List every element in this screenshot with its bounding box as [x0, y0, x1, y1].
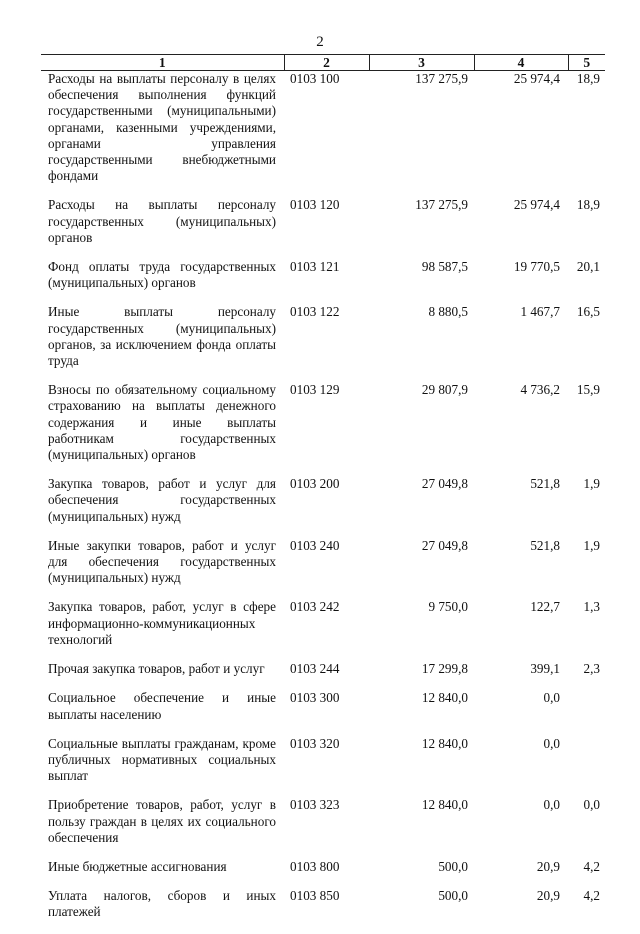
planned-amount: 137 275,9 — [415, 197, 468, 213]
expense-name: Расходы на выплаты персоналу в целях обеспечения выполнения функций государственными (муниципальными) органами, казенными учреждениями, органами управления государственными внебюджетными фондами — [48, 71, 276, 184]
actual-amount: 20,9 — [536, 888, 560, 904]
budget-code: 0103 300 — [290, 690, 340, 706]
budget-code: 0103 323 — [290, 797, 340, 813]
actual-amount: 0,0 — [543, 690, 560, 706]
expense-name: Закупка товаров, работ и услуг для обеспечения государственных (муниципальных) нужд — [48, 476, 276, 524]
actual-amount: 4 736,2 — [520, 382, 560, 398]
planned-amount: 27 049,8 — [421, 537, 468, 553]
header-col-5: 5 — [568, 55, 605, 71]
planned-amount: 9 750,0 — [428, 599, 468, 615]
actual-amount: 25 974,4 — [513, 197, 560, 213]
expense-name: Приобретение товаров, работ, услуг в пользу граждан в целях их социального обеспечения — [48, 797, 276, 845]
execution-percent — [568, 690, 605, 735]
budget-code: 0103 850 — [290, 888, 340, 904]
expense-name: Закупка товаров, работ, услуг в сфере информационно-коммуникационных технологий — [48, 599, 276, 647]
header-col-3: 3 — [369, 55, 474, 71]
actual-amount: 521,8 — [530, 537, 560, 553]
actual-amount: 25 974,4 — [513, 71, 560, 86]
expense-name: Расходы на выплаты персоналу государственных (муниципальных) органов — [48, 197, 276, 245]
planned-amount: 12 840,0 — [421, 735, 468, 751]
table-row — [41, 538, 605, 600]
expense-name: Прочая закупка товаров, работ и услуг — [48, 661, 265, 677]
actual-amount: 19 770,5 — [513, 259, 560, 275]
table-row — [41, 690, 605, 735]
execution-percent: 2,3 — [583, 661, 600, 677]
planned-amount: 500,0 — [438, 858, 468, 874]
actual-amount: 0,0 — [543, 797, 560, 813]
expense-name: Социальные выплаты гражданам, кроме публичных нормативных социальных выплат — [48, 735, 276, 784]
expense-name: Иные выплаты персоналу государственных (муниципальных) органов, за исключением фонда оплаты труда — [48, 304, 276, 369]
budget-code: 0103 320 — [290, 735, 340, 751]
table-row — [41, 859, 605, 888]
execution-percent: 18,9 — [576, 197, 600, 213]
page-number: 2 — [316, 34, 324, 50]
budget-table — [41, 54, 605, 934]
expense-name: Взносы по обязательному социальному страхованию на выплаты денежного содержания и иные выплаты работникам государственных (муниципальных) органов — [48, 382, 276, 463]
actual-amount: 399,1 — [530, 661, 560, 677]
expense-name: Социальное обеспечение и иные выплаты населению — [48, 690, 276, 722]
budget-code: 0103 800 — [290, 858, 340, 874]
table-row — [41, 476, 605, 538]
execution-percent — [568, 736, 605, 798]
expense-name: Иные закупки товаров, работ и услуг для обеспечения государственных (муниципальных) нужд — [48, 537, 276, 586]
budget-code: 0103 100 — [290, 71, 340, 86]
execution-percent: 4,2 — [583, 858, 600, 874]
planned-amount: 27 049,8 — [421, 476, 468, 492]
execution-percent: 16,5 — [576, 304, 600, 320]
table-row — [41, 888, 605, 933]
execution-percent: 20,1 — [576, 259, 600, 275]
table-row — [41, 599, 605, 661]
budget-code: 0103 120 — [290, 197, 340, 213]
planned-amount: 137 275,9 — [415, 71, 468, 86]
table-row — [41, 304, 605, 382]
budget-code: 0103 240 — [290, 537, 340, 553]
budget-code: 0103 244 — [290, 661, 340, 677]
table-row — [41, 736, 605, 798]
expense-name: Уплата налогов, сборов и иных платежей — [48, 888, 276, 920]
execution-percent: 18,9 — [576, 71, 600, 86]
expense-name: Фонд оплаты труда государственных (муниципальных) органов — [48, 259, 276, 291]
execution-percent: 1,9 — [583, 537, 600, 553]
planned-amount: 8 880,5 — [428, 304, 468, 320]
header-col-2: 2 — [284, 55, 369, 71]
table-row — [41, 797, 605, 859]
planned-amount: 12 840,0 — [421, 690, 468, 706]
table-row — [41, 71, 605, 198]
budget-code: 0103 121 — [290, 259, 340, 275]
actual-amount: 0,0 — [543, 735, 560, 751]
header-row — [41, 55, 605, 71]
actual-amount: 122,7 — [530, 599, 560, 615]
execution-percent: 1,9 — [583, 476, 600, 492]
table-row — [41, 661, 605, 690]
table-row — [41, 382, 605, 476]
actual-amount: 20,9 — [536, 858, 560, 874]
execution-percent: 1,3 — [583, 599, 600, 615]
planned-amount: 17 299,8 — [421, 661, 468, 677]
budget-code: 0103 242 — [290, 599, 340, 615]
execution-percent: 0,0 — [583, 797, 600, 813]
table-row — [41, 259, 605, 304]
planned-amount: 29 807,9 — [421, 382, 468, 398]
actual-amount: 1 467,7 — [520, 304, 560, 320]
planned-amount: 12 840,0 — [421, 797, 468, 813]
planned-amount: 98 587,5 — [421, 259, 468, 275]
execution-percent: 4,2 — [583, 888, 600, 904]
budget-code: 0103 200 — [290, 476, 340, 492]
table-row — [41, 197, 605, 259]
header-col-4: 4 — [474, 55, 568, 71]
planned-amount: 500,0 — [438, 888, 468, 904]
budget-code: 0103 129 — [290, 382, 340, 398]
table-header — [41, 55, 605, 71]
header-col-1: 1 — [41, 55, 284, 71]
actual-amount: 521,8 — [530, 476, 560, 492]
table-body — [41, 71, 605, 934]
expense-name: Иные бюджетные ассигнования — [48, 858, 227, 874]
budget-code: 0103 122 — [290, 304, 340, 320]
execution-percent: 15,9 — [576, 382, 600, 398]
